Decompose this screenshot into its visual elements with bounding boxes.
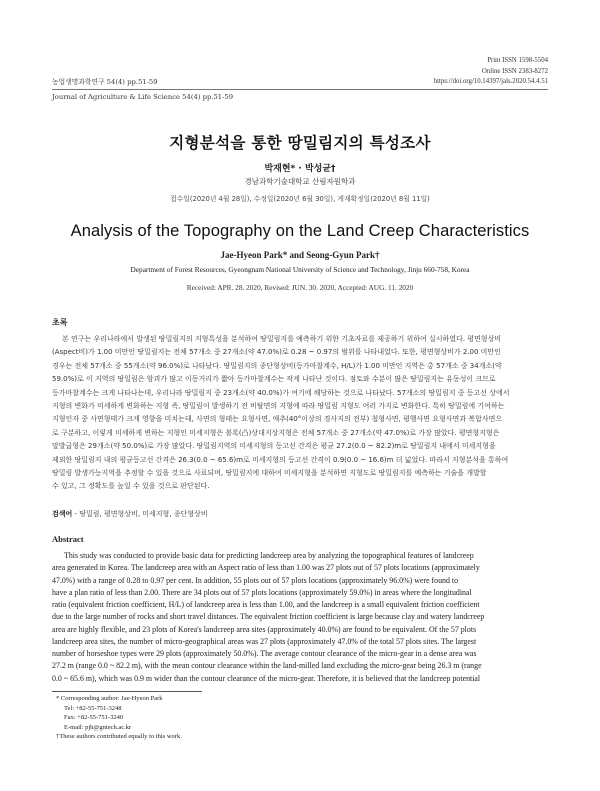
ko-line: 지형인자 중 사면형태가 크게 영향을 미치는데, 사면의 형태는 요형사면, 애추(40°이상의 경사지의 전부) 철형사면, 평행사면 요형사면과 복합사면으 — [52, 415, 503, 424]
issn-block — [434, 56, 548, 88]
ko-line: 59.0%)로 이 지역의 땅밀림은 암괴가 많고 이동거리가 짧아 등가마찰계수는 작게 나타난 것이다. 점토와 수분이 많은 땅밀림지는 유동성이 크므로 — [52, 375, 496, 384]
en-line: due to the large number of rocks and short travel distances. The equivalent friction coefficient is large because clay and watery landcreep — [52, 612, 485, 622]
korean-abstract-heading: 초록 — [52, 318, 68, 327]
english-authors: Jae-Hyeon Park* and Seong-Gyun Park† — [220, 250, 380, 260]
ko-line: 땅밀림 발생가능지역을 추정할 수 있을 것으로 사료되며, 땅밀림지에 대하여 미세지형을 분석하면 지형도로 땅밀림지를 예측하는 기술을 개발할 — [52, 469, 487, 478]
header-rule — [52, 89, 548, 90]
journal-en-citation: Journal of Agriculture & Life Science 54(4) pp.51-59 — [52, 93, 234, 101]
footnote-email[interactable]: E-mail: pjh@gntech.ac.kr — [64, 723, 132, 731]
online-issn: Online ISSN 2383-8272 — [481, 67, 548, 75]
korean-authors: 박재현* · 박성균† — [264, 164, 336, 174]
keywords — [52, 509, 208, 519]
doi-link[interactable]: https://doi.org/10.14397/jals.2020.54.4.51 — [433, 78, 548, 85]
english-dates: Received: APR. 28. 2020, Revised: JUN. 30. 2020, Accepted: AUG. 11. 2020 — [186, 283, 414, 292]
keywords-text: - 땅밀림, 평면형상비, 미세지형, 종단형상비 — [72, 510, 208, 518]
english-abstract-body — [52, 550, 548, 685]
korean-affiliation: 경남과학기술대학교 산림자원학과 — [244, 177, 356, 186]
en-line: 0.0 ~ 65.6 m), which was 0.9 m wider than the contour clearance of the micro-gear. Therefore, it is believed that the landcreep potential — [52, 673, 481, 683]
footnote-tel: Tel: +82-55-751-3248 — [64, 704, 122, 712]
en-line: number of horseshoe types were 29 plots (approximately 50.0%). The average contour clearance of the micro-gear in a dense area was — [52, 649, 477, 658]
ko-line: 수 있고, 그 정확도를 높일 수 있을 것으로 판단된다. — [52, 482, 210, 491]
ko-line: 지형의 변화가 미세하게 변화하는 지형 즉, 땅밀림이 발생하기 전 비탈면의 지형에 따라 땅밀림 지형도 여러 가지로 변화한다. 특히 땅밀림에 기여하는 — [52, 402, 505, 411]
ko-line: 로 구분하고, 이렇게 미세하게 변하는 지형인 미세지형은 볼록(凸)상대지상지형은 전체 57개소 중 27개소(약 47.0%)로 가장 많았다. 평면형지형은 — [52, 428, 500, 437]
footnotes — [56, 694, 182, 742]
english-affiliation: Department of Forest Resources, Gyeongnam National University of Science and Technology, Jinju 660-758, Korea — [130, 265, 470, 274]
footnote-rule — [52, 691, 202, 692]
en-line: 47.0%) with a range of 0.28 to 0.97 per cent. In addition, 55 plots out of 57 plots locations (approximately 96.0%) were found to — [52, 575, 459, 585]
korean-abstract-body — [52, 333, 548, 494]
en-line: landcreep area sites, the number of micro-geographical areas was 27 plots (approximately 47.0% of the total 57 plots sites. The largest — [52, 636, 477, 646]
ko-line: (Aspect비)가 1.00 미만인 땅밀림지는 전체 57개소 중 27개소(약 47.0%)로 0.28 ~ 0.97의 범위를 나타내었다. 또한, 평면형상비가 2.00 미만인 — [52, 348, 501, 357]
journal-ko-citation: 농업생명과학연구 54(4) pp.51-59 — [52, 78, 158, 86]
ko-line: 등가마찰계수는 크게 나타나는데, 우리나라 땅밀림지 중 23개소(약 40.0%)가 여기에 해당하는 것으로 나타났다. 57개소의 땅밀림지 중 등고선 상에서 — [52, 388, 510, 397]
corresponding-author: * Corresponding author: Jae-Hyeon Park — [56, 695, 163, 702]
korean-dates: 접수일(2020년 4월 28일), 수정일(2020년 6월 30일), 게재확정일(2020년 8월 11일) — [170, 195, 430, 203]
english-title: Analysis of the Topography on the Land Creep Characteristics — [70, 222, 530, 240]
english-abstract-heading: Abstract — [52, 534, 84, 544]
keywords-label: 검색어 — [52, 510, 73, 518]
ko-line: 경우는 전체 57개소 중 55개소(약 96.0%)로 나타났다. 땅밀림지의 종단형상비(등가마찰계수, H/L)가 1.00 미만인 지역은 총 57개소 중 34개소(약 — [52, 361, 502, 370]
en-line: This study was conducted to provide basic data for predicting landcreep area by analyzing the topographical features of landcreep — [64, 551, 474, 560]
korean-title: 지형분석을 통한 땅밀림지의 특성조사 — [169, 134, 431, 152]
equal-contribution-note: †These authors contributed equally to this work. — [56, 733, 182, 741]
en-line: area generated in Korea. The landcreep area with an Aspect ratio of less than 1.00 was 27 plots out of 57 plots locations (approximately — [52, 563, 480, 573]
en-line: have a plan ratio of less than 2.00. There are 34 plots out of 57 plots locations (approximately 59.0%) in areas where the longitudinal — [52, 587, 472, 597]
ko-line: 말발굽형은 29개소(약 50.0%)로 가장 많았다. 땅밀림지역의 미세지형의 등고선 간격은 평균 27.2(0.0 ~ 82.2)m로 땅밀림지 내에서 미세지형을 — [52, 442, 496, 451]
ko-line: 본 연구는 우리나라에서 발생된 땅밀림지의 지형특성을 분석하여 땅밀림지를 예측하기 위한 기초자료를 제공하기 위하여 실시하였다. 평면형상비 — [62, 335, 502, 343]
en-line: area are highly flexible, and 23 plots of Korea's landcreep area sites (approximately 40.0%) are found to be equivalent. Of the 57 plots — [52, 624, 477, 634]
en-line: ratio (equivalent friction coefficient, H/L) of landcreep area is less than 1.00, and the landcreep is a small equivalent friction coefficient — [52, 600, 480, 609]
print-issn: Print ISSN 1598-5504 — [487, 57, 548, 64]
ko-line: 제외한 땅밀림지 내의 평균등고선 간격은 26.3(0.0 ~ 65.6)m로 미세지형의 등고선 간격이 0.9(0.0 ~ 16.6)m 더 넓었다. 따라서 지형분석을 통하여 — [52, 455, 509, 464]
footnote-fax: Fax: +82-55-751-3240 — [64, 714, 124, 722]
en-line: 27.2 m (range 0.0 ~ 82.2 m), with the mean contour clearance within the land-milled land excluding the micro-gear being 26.3 m (range — [52, 661, 482, 671]
